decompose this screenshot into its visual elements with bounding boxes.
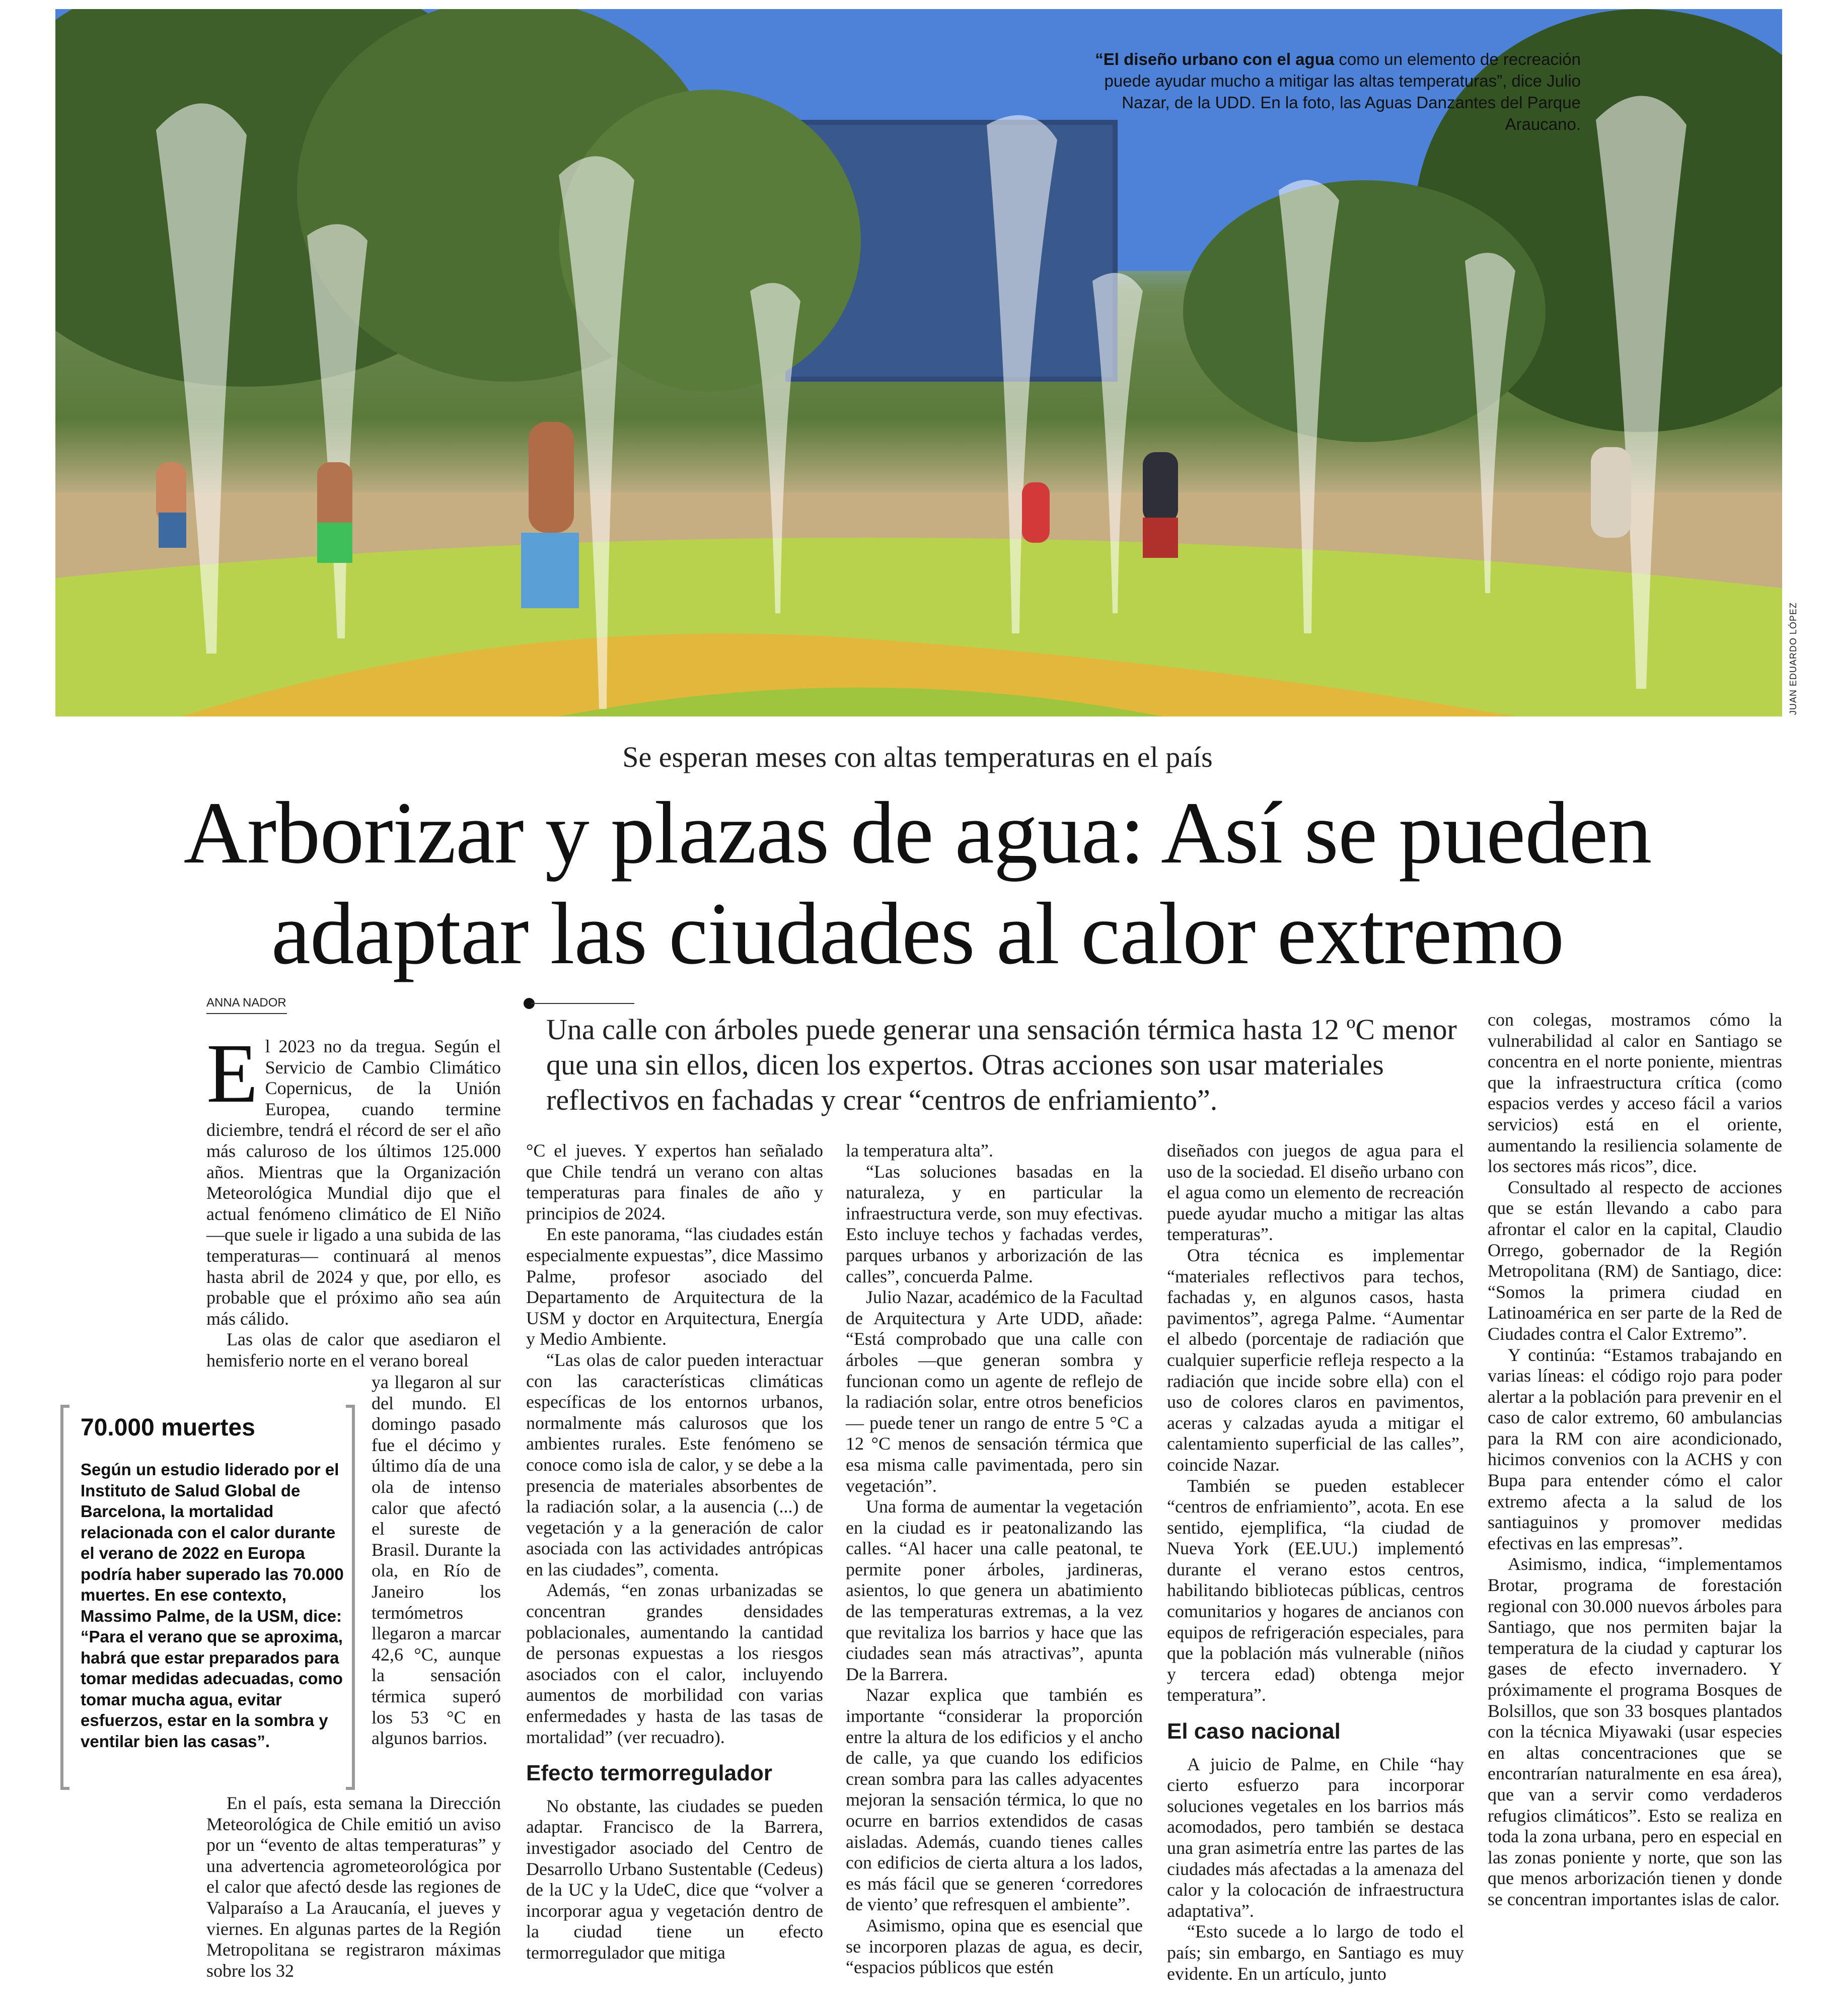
paragraph: Otra técnica es implementar “materiales reflectivos para techos, fachadas y, en algunos casos, hasta pavimentos”, agrega Palme. “Aumentar el albedo (porcentaje de radiación que cualquier superficie refleja respecto a la radiación que incide sobre ella) con el uso de colores claros en pavimentos, aceras y calzadas ayuda a mitigar el calentamiento superficial de las calles”, coincide Nazar.: [1167, 1245, 1464, 1475]
paragraph: Las olas de calor que asediaron el hemisferio norte en el verano boreal: [206, 1329, 501, 1371]
paragraph: diseñados con juegos de agua para el uso de la sociedad. El diseño urbano con el agua como un elemento de recreación puede ayudar mucho a mitigar las altas temperaturas”.: [1167, 1140, 1464, 1245]
caption-text: como un elemento de recreación puede ayudar mucho a mitigar las altas temperaturas”, dice Julio Nazar, de la UDD. En la foto, las Aguas Danzantes del Parque Araucano.: [1104, 50, 1581, 133]
column-1-bottom: [206, 1793, 501, 1981]
headline: [50, 783, 1785, 984]
paragraph: En el país, esta semana la Dirección Meteorológica de Chile emitió un aviso por un “evento de altas temperaturas” y una advertencia agrometeorológica por el calor que afectó desde las regiones de Valparaíso a La Araucanía, el jueves y viernes. En algunas partes de la Región Metropolitana se registraron máximas sobre los 32: [206, 1793, 501, 1981]
lead-paragraph: Una calle con árboles puede generar una sensación térmica hasta 12 ºC menor que una sin ellos, dicen los expertos. Otras acciones son usar materiales reflectivos en fachadas y crear “centros de enfriamiento”.: [546, 1013, 1457, 1116]
sidebar-box: [60, 1405, 350, 1790]
article-photo: [55, 9, 1782, 716]
column-1: [206, 1027, 501, 1372]
sidebar-text: Según un estudio liderado por el Instituto de Salud Global de Barcelona, la mortalidad relacionada con el calor durante el verano de 2022 en Europa podría haber superado las 70.000 muertes. En ese contexto, Massimo Palme, de la USM, dice: “Para el verano que se aproxima, habrá que estar preparados para tomar medidas adecuadas, como tomar mucha agua, evitar esfuerzos, estar en la sombra y ventilar bien las casas”.: [81, 1460, 344, 1751]
paragraph: con colegas, mostramos cómo la vulnerabilidad al calor en Santiago se concentra en el norte poniente, mientras que la infraestructura crítica (como espacios verdes y acceso fácil a varios servicios) está en el oriente, aumentando la resiliencia solamente de los sectores más ricos”, dice.: [1488, 1010, 1782, 1177]
paragraph: Una forma de aumentar la vegetación en la ciudad es ir peatonalizando las calles. “Al hacer una calle peatonal, te permite poner árboles, jardineras, asientos, lo que genera un abatimiento de las temperaturas extremas, a la vez que revitaliza los barrios y hace que las ciudades sean más atractivas”, apunta De la Barrera.: [846, 1496, 1143, 1684]
photo-credit: JUAN EDUARDO LÓPEZ: [1788, 602, 1798, 715]
paragraph: Asimismo, opina que es esencial que se incorporen plazas de agua, es decir, “espacios públicos que estén: [846, 1915, 1143, 1978]
paragraph: “Las olas de calor pueden interactuar con las características climáticas específicas de los entornos urbanos, normalmente más calurosos que los ambientes rurales. Este fenómeno se conoce como isla de calor, y se debe a la presencia de materiales absorbentes de la radiación solar, a la ausencia (...) de vegetación y a la generación de calor asociada con las actividades antrópicas en las ciudades”, comenta.: [526, 1349, 823, 1579]
paragraph: Y continúa: “Estamos trabajando en varias líneas: el código rojo para poder alertar a la población para prevenir en el caso de calor extremo, 60 ambulancias para la RM con aire acondicionado, hicimos convenios con la ACHS y con Bupa para entender cómo el calor extremo afecta a la salud de los santiaguinos y promover medidas efectivas en las empresas”.: [1488, 1344, 1782, 1553]
subheading: El caso nacional: [1167, 1719, 1341, 1744]
paragraph: [206, 1027, 501, 1329]
column-2: [526, 1140, 823, 1964]
column-4: [1167, 1140, 1464, 1984]
paragraph: Julio Nazar, académico de la Facultad de Arquitectura y Arte UDD, añade: “Está comprobado que una calle con árboles —que generan sombra y funcionan como un agente de reflejo de la radiación solar, entre otros beneficios— puede tener un rango de entre 5 °C a 12 °C menos de sensación térmica que esa misma calle pavimentada, pero sin vegetación”.: [846, 1287, 1143, 1496]
sidebar-title: 70.000 muertes: [81, 1414, 255, 1441]
paragraph-text: l 2023 no da tregua. Según el Servicio de Cambio Climático Copernicus, de la Unión Europea, cuando termine diciembre, tendrá el récord de ser el año más caluroso de los últimos 125.000 años. Mientras que la Organización Meteorológica Mundial dijo que el actual fenómeno climático de El Niño —que suele ir ligado a una subida de las temperaturas— continuará al menos hasta abril de 2024 y que, por ello, es probable que el próximo año sea aún más cálido.: [206, 1036, 501, 1329]
column-1-narrow: [372, 1372, 501, 1749]
photo-caption: [1087, 48, 1581, 135]
paragraph: En este panorama, “las ciudades están especialmente expuestas”, dice Massimo Palme, profesor asociado del Departamento de Arquitectura de la USM y doctor en Arquitectura, Energía y Medio Ambiente.: [526, 1224, 823, 1349]
paragraph: A juicio de Palme, en Chile “hay cierto esfuerzo para incorporar soluciones vegetales en los barrios más acomodados, pero también se destaca una gran asimetría entre las partes de las ciudades más afectadas a la amenaza del calor y la colocación de infraestructura adaptativa”.: [1167, 1754, 1464, 1921]
paragraph: °C el jueves. Y expertos han señalado que Chile tendrá un verano con altas temperaturas para finales de año y principios de 2024.: [526, 1140, 823, 1223]
paragraph: Asimismo, indica, “implementamos Brotar, programa de forestación regional con 30.000 nuevos árboles para Santiago, que nos permiten bajar la temperatura de la ciudad y capturar los gases de efecto invernadero. Y próximamente el programa Bosques de Bolsillos, que son 33 bosques plantados con la técnica Miyawaki (usar especies en altas concentraciones que se encontrarían naturalmente en esa área), que van a servir como verdaderos refugios climáticos”. Esto se realiza en toda la zona urbana, pero en especial en las zonas poniente y norte, que son las que menos arborización tienen y donde se concentran importantes islas de calor.: [1488, 1554, 1782, 1909]
subheading: Efecto termorregulador: [526, 1761, 772, 1786]
headline-line-1: Arborizar y plazas de agua: Así se pueden: [183, 784, 1652, 882]
headline-line-2: adaptar las ciudades al calor extremo: [271, 885, 1564, 983]
paragraph: ya llegaron al sur del mundo. El domingo pasado fue el décimo y último día de una ola de intenso calor que afectó el sureste de Brasil. Durante la ola, en Río de Janeiro los termómetros llegaron a marcar 42,6 °C, aunque la sensación térmica superó los 53 °C en algunos barrios.: [372, 1372, 501, 1749]
caption-bold: “El diseño urbano con el agua: [1095, 50, 1335, 68]
lead-rule: [531, 1003, 634, 1004]
column-5: [1488, 1010, 1782, 1910]
paragraph: Consultado al respecto de acciones que se están llevando a cabo para afrontar el calor en la capital, Claudio Orrego, gobernador de la Región Metropolitana (RM) de Santiago, dice: “Somos la primera ciudad en Latinoamérica en ser parte de la Red de Ciudades contra el Calor Extremo”.: [1488, 1177, 1782, 1344]
bracket-left: [60, 1405, 69, 1790]
drop-cap: E: [206, 1027, 258, 1120]
paragraph: No obstante, las ciudades se pueden adaptar. Francisco de la Barrera, investigador asociado del Centro de Desarrollo Urbano Sustentable (Cedeus) de la UC y la UdeC, dice que “volver a incorporar agua y vegetación dentro de la ciudad tiene un efecto termorregulador que mitiga: [526, 1795, 823, 1963]
paragraph: También se pueden establecer “centros de enfriamiento”, acota. En ese sentido, ejemplifica, “la ciudad de Nueva York (EE.UU.) implementó durante el verano estos centros, habilitando bibliotecas públicas, centros comunitarios y hogares de ancianos con equipos de refrigeración especiales, para que la población más vulnerable (niños y tercera edad) obtenga mejor temperatura”.: [1167, 1475, 1464, 1705]
paragraph: “Esto sucede a lo largo de todo el país; sin embargo, en Santiago es muy evidente. En un artículo, junto: [1167, 1921, 1464, 1984]
kicker: Se esperan meses con altas temperaturas en el país: [622, 741, 1213, 773]
byline-rule: [206, 1013, 287, 1014]
byline: ANNA NADOR: [206, 996, 286, 1010]
paragraph: la temperatura alta”.: [846, 1140, 993, 1161]
paragraph: Además, “en zonas urbanizadas se concentran grandes densidades poblacionales, aumentando la cantidad de personas expuestas a los riesgos asociados con el calor, incluyendo aumentos de morbilidad con varias enfermedades y hasta de las tasas de mortalidad” (ver recuadro).: [526, 1580, 823, 1747]
paragraph: “Las soluciones basadas en la naturaleza, y en particular la infraestructura verde, son muy efectivas. Esto incluye techos y fachadas verdes, parques urbanos y arborización de las calles”, concuerda Palme.: [846, 1161, 1143, 1286]
column-3: [846, 1140, 1143, 1978]
paragraph: Nazar explica que también es importante “considerar la proporción entre la altura de los edificios y el ancho de calle, ya que cuando los edificios crean sombra para las calles adyacentes mejoran la sensación térmica, lo que no ocurre en barrios extendidos de casas aisladas. Además, cuando tienes calles con edificios de cierta altura a los lados, es más fácil que se generen ‘corredores de viento’ que refresquen el ambiente”.: [846, 1685, 1143, 1915]
